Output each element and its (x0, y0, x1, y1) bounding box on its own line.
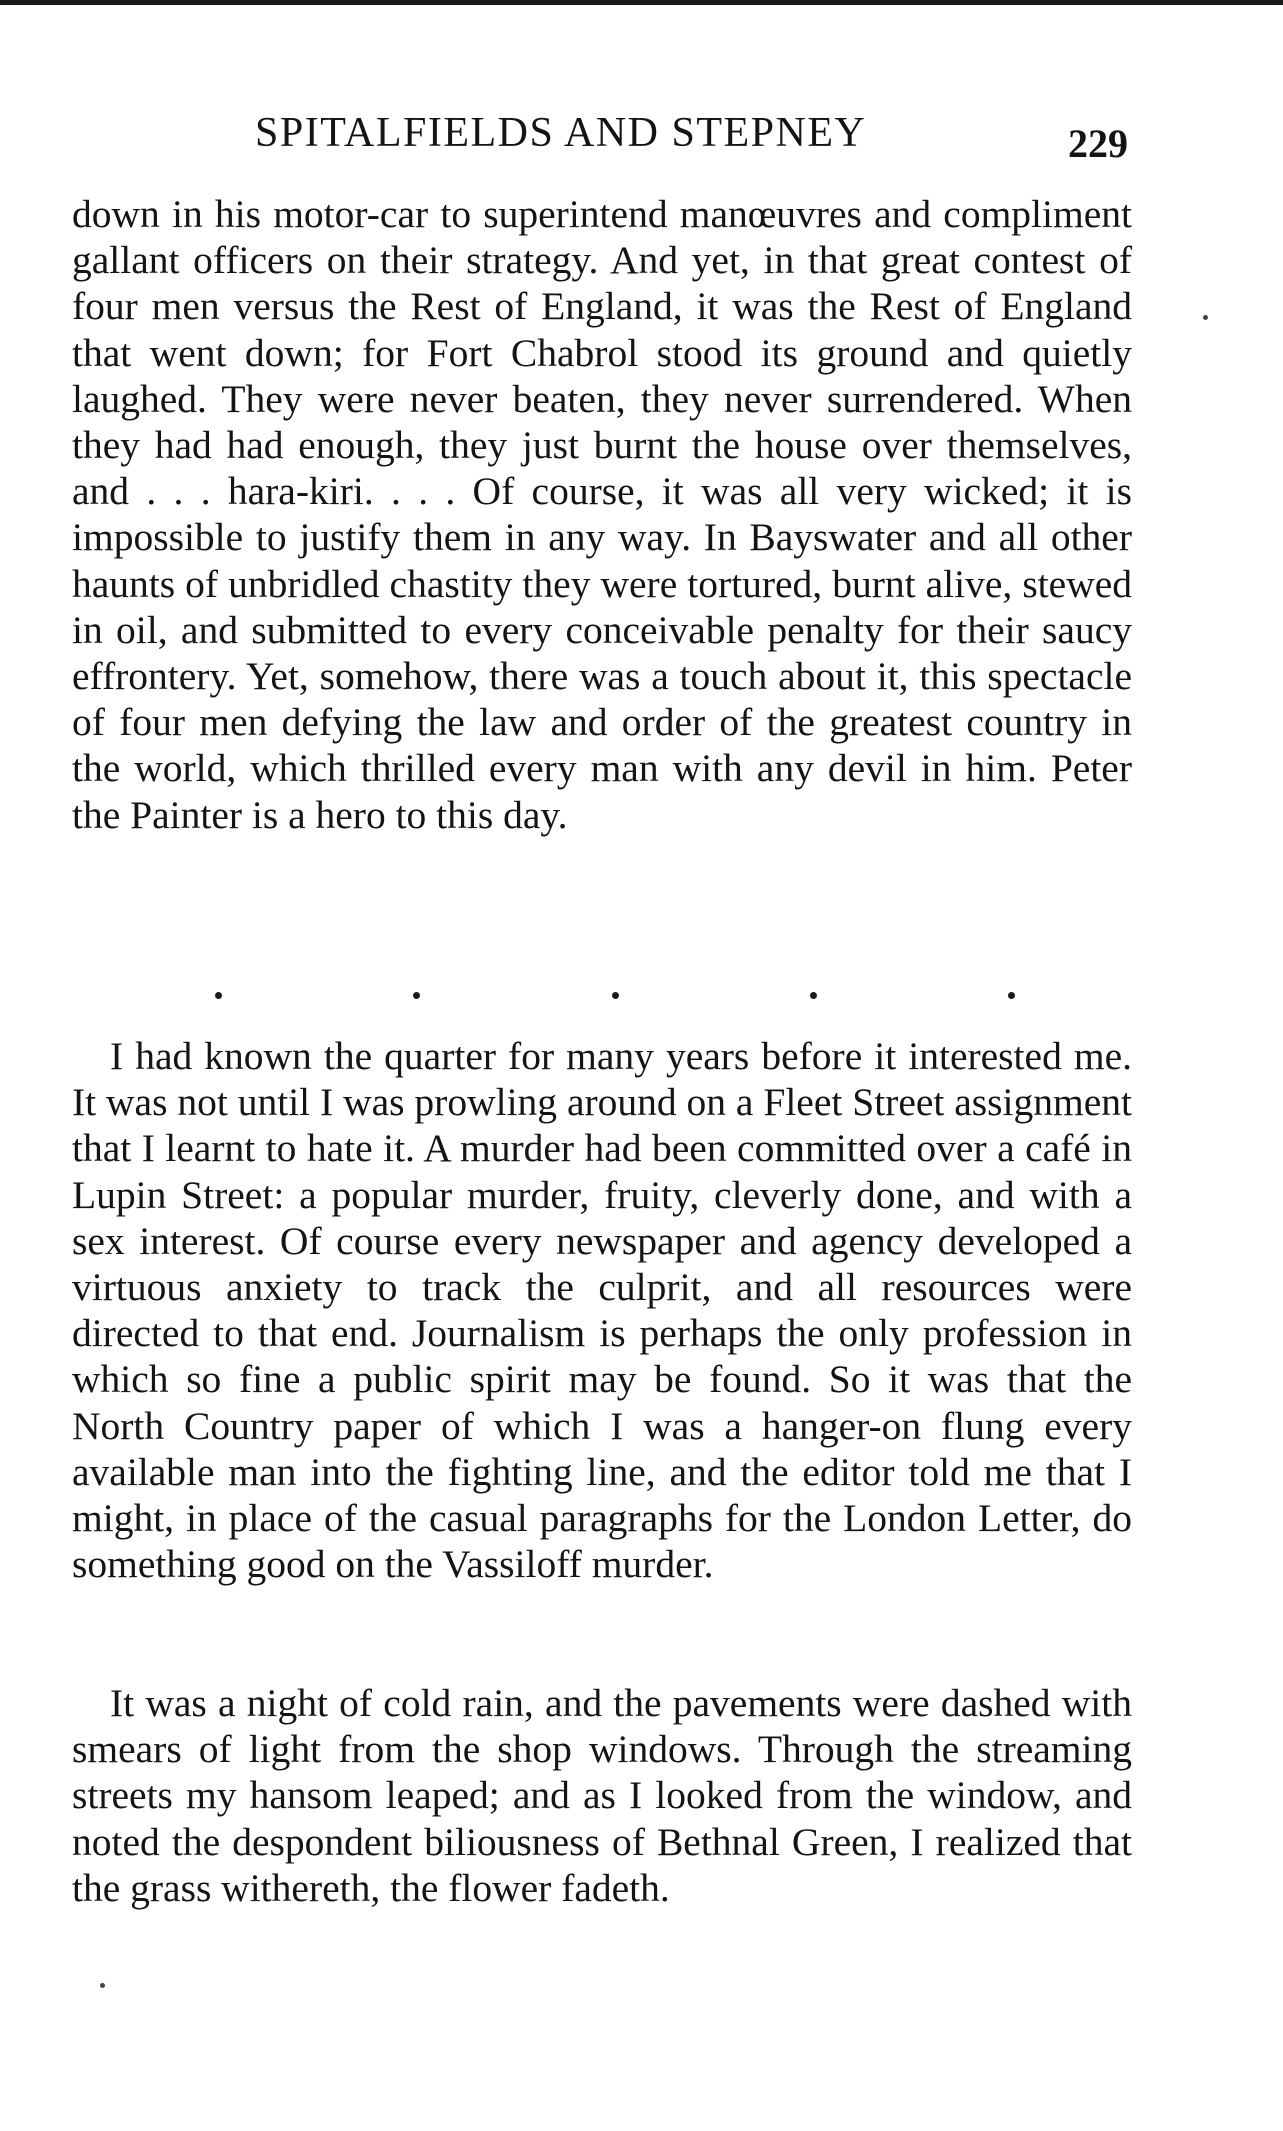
page-number: 229 (1068, 121, 1128, 166)
ornament-dot (612, 992, 619, 999)
paragraph-text: down in his motor-car to superintend manœuvres and compliment gallant officers on their strategy. And yet, in that great contest of four men versus the Rest of England, it was the Rest of England that went down; for Fort Chabrol stood its ground and quietly laughed. They were never beaten, they never surrendered. When they had had enough, they just burnt the house over themselves, and . . . hara-kiri. . . . Of course, it was all very wicked; it is impossible to justify them in any way. In Bayswater and all other haunts of unbridled chastity they were tortured, burnt alive, stewed in oil, and submitted to every conceivable penalty for their saucy effrontery. Yet, somehow, there was a touch about it, this spectacle of four men defying the law and order of the greatest country in the world, which thrilled every man with any devil in him. Peter the Painter is a hero to this day. (72, 192, 1132, 837)
ornament-dot (413, 992, 420, 999)
stray-ink-mark (1203, 315, 1208, 320)
paragraph-text: It was a night of cold rain, and the pavements were dashed with smears of light from the shop windows. Through the streaming streets my hansom leaped; and as I looked from the window, and noted the despondent biliousness of Bethnal Green, I realized that the grass withereth, the flower fadeth. (72, 1681, 1132, 1910)
paragraph-continued (72, 191, 1132, 838)
paragraph (72, 1680, 1132, 1911)
section-break-dots (215, 985, 1015, 1005)
ornament-dot (810, 992, 817, 999)
running-head: SPITALFIELDS AND STEPNEY (255, 110, 867, 156)
ornament-dot (1008, 992, 1015, 999)
paragraph (72, 1033, 1132, 1587)
stray-ink-mark (100, 1983, 105, 1988)
ornament-dot (215, 992, 222, 999)
paragraph-text: I had known the quarter for many years before it interested me. It was not until I was prowling around on a Fleet Street assignment that I learnt to hate it. A murder had been committed over a café in Lupin Street: a popular murder, fruity, cleverly done, and with a sex interest. Of course every newspaper and agency developed a virtuous anxiety to track the culprit, and all resources were directed to that end. Journalism is perhaps the only profession in which so fine a public spirit may be found. So it was that the North Country paper of which I was a hanger-on flung every available man into the fighting line, and the editor told me that I might, in place of the casual paragraphs for the London Letter, do something good on the Vassiloff murder. (72, 1034, 1132, 1587)
